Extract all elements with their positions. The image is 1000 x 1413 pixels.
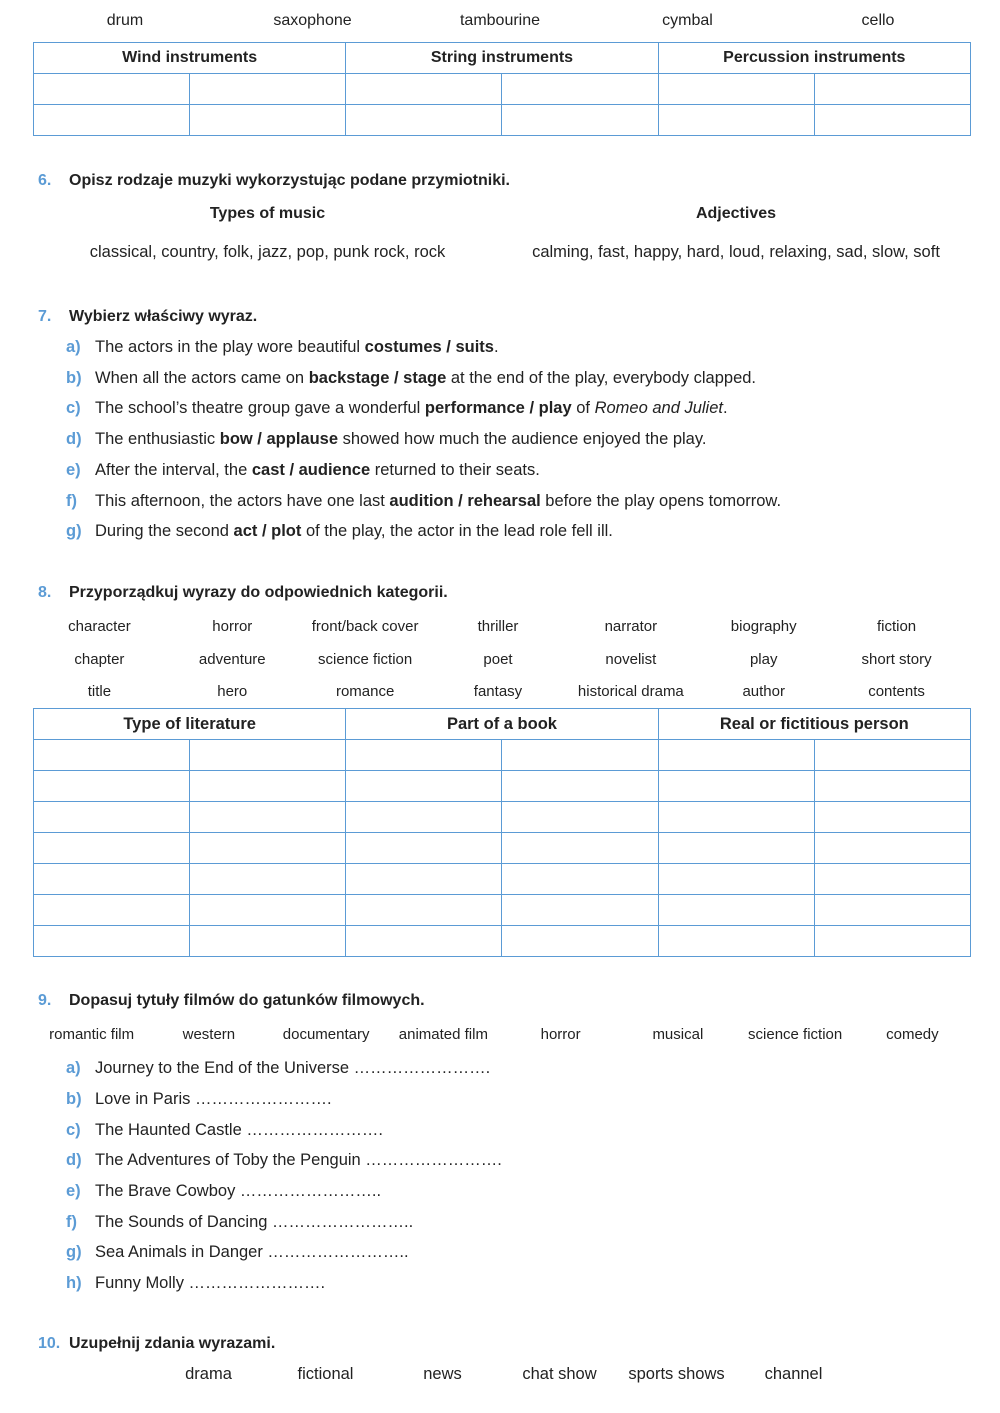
- film-title: The Haunted Castle …………………….: [95, 1121, 383, 1139]
- word-item: contents: [868, 683, 925, 700]
- answer-cell[interactable]: [814, 740, 970, 771]
- item-letter: c): [66, 399, 81, 417]
- choice-pair[interactable]: costumes / suits: [364, 338, 494, 356]
- instrument-word-bank: [30, 12, 976, 30]
- answer-cell[interactable]: [658, 833, 814, 864]
- word-item: fantasy: [473, 683, 523, 700]
- answer-cell[interactable]: [814, 833, 970, 864]
- item-letter: d): [66, 430, 82, 448]
- word-item: animated film: [398, 1026, 488, 1043]
- word-item: adventure: [198, 650, 266, 668]
- word-item: sports shows: [628, 1365, 725, 1383]
- answer-cell[interactable]: [658, 771, 814, 802]
- exercise-title: Dopasuj tytuły filmów do gatunków filmowych.: [69, 992, 425, 1009]
- word-item: drama: [185, 1365, 232, 1383]
- word-item: science fiction: [318, 650, 413, 668]
- answer-cell[interactable]: [502, 833, 658, 864]
- choice-pair[interactable]: bow / applause: [219, 430, 339, 448]
- ex9-item[interactable]: [66, 1182, 381, 1201]
- answer-cell[interactable]: [190, 864, 346, 895]
- word-item: channel: [764, 1365, 823, 1383]
- answer-cell[interactable]: [658, 105, 814, 136]
- answer-cell[interactable]: [34, 802, 190, 833]
- answer-cell[interactable]: [658, 740, 814, 771]
- answer-cell[interactable]: [190, 895, 346, 926]
- exercise-title: Wybierz właściwy wyraz.: [69, 308, 258, 325]
- table-header: Wind instruments: [34, 43, 346, 74]
- word-item: novelist: [605, 650, 657, 668]
- answer-cell[interactable]: [502, 895, 658, 926]
- word-item: thriller: [477, 618, 519, 635]
- item-letter: b): [66, 1090, 82, 1108]
- answer-cell[interactable]: [190, 740, 346, 771]
- item-letter: e): [66, 1182, 81, 1200]
- choice-pair[interactable]: cast / audience: [251, 461, 371, 479]
- answer-cell[interactable]: [190, 833, 346, 864]
- answer-cell[interactable]: [346, 771, 502, 802]
- answer-cell[interactable]: [34, 105, 190, 136]
- ex7-item: c) The school’s theatre group gave a wonderful performance / play of Romeo and Juliet.: [66, 399, 728, 417]
- film-title: Funny Molly …………………….: [95, 1274, 326, 1292]
- word-item: cymbal: [662, 12, 713, 29]
- word-item: author: [742, 683, 785, 700]
- answer-cell[interactable]: [814, 771, 970, 802]
- word-item: saxophone: [273, 12, 352, 29]
- word-item: romantic film: [49, 1026, 135, 1043]
- ex9-item[interactable]: [66, 1121, 383, 1140]
- answer-cell[interactable]: [346, 802, 502, 833]
- ex7-item: e) After the interval, the cast / audience returned to their seats.: [66, 461, 540, 479]
- answer-cell[interactable]: [190, 771, 346, 802]
- answer-cell[interactable]: [34, 864, 190, 895]
- answer-cell[interactable]: [814, 926, 970, 957]
- answer-cell[interactable]: [502, 802, 658, 833]
- ex9-item[interactable]: [66, 1090, 332, 1109]
- answer-cell[interactable]: [34, 895, 190, 926]
- exercise-number: 7.: [38, 308, 52, 325]
- word-item: fictional: [297, 1365, 354, 1383]
- answer-cell[interactable]: [814, 802, 970, 833]
- ex7-item: d) The enthusiastic bow / applause showed how much the audience enjoyed the play.: [66, 430, 707, 448]
- word-item: horror: [212, 618, 253, 635]
- literature-table: [33, 708, 971, 957]
- item-letter: f): [66, 492, 77, 510]
- word-item: chat show: [522, 1365, 597, 1383]
- word-item: hero: [217, 683, 248, 700]
- item-letter: e): [66, 461, 81, 479]
- answer-cell[interactable]: [814, 74, 970, 105]
- answer-cell[interactable]: [34, 771, 190, 802]
- answer-cell[interactable]: [346, 105, 502, 136]
- item-letter: h): [66, 1274, 82, 1292]
- word-item: western: [182, 1026, 236, 1043]
- word-item: historical drama: [577, 683, 684, 700]
- answer-cell[interactable]: [34, 740, 190, 771]
- item-letter: b): [66, 369, 82, 387]
- literature-word-bank: [33, 617, 963, 715]
- film-title: The Adventures of Toby the Penguin …………………….: [95, 1151, 502, 1169]
- word-item: cello: [861, 12, 895, 29]
- answer-cell[interactable]: [814, 105, 970, 136]
- item-letter: d): [66, 1151, 82, 1169]
- answer-cell[interactable]: [190, 74, 346, 105]
- table-header: String instruments: [346, 43, 658, 74]
- table-header: Part of a book: [346, 709, 658, 740]
- word-item: science fiction: [748, 1026, 843, 1043]
- item-letter: g): [66, 1243, 82, 1261]
- word-item: poet: [483, 650, 513, 668]
- choice-pair[interactable]: performance / play: [424, 399, 572, 417]
- answer-cell[interactable]: [502, 105, 658, 136]
- item-letter: g): [66, 522, 82, 540]
- ex7-item: a) The actors in the play wore beautiful costumes / suits.: [66, 338, 499, 356]
- answer-cell[interactable]: [190, 802, 346, 833]
- item-letter: a): [66, 1059, 81, 1077]
- answer-cell[interactable]: [502, 74, 658, 105]
- table-header: Type of literature: [34, 709, 346, 740]
- answer-cell[interactable]: [346, 895, 502, 926]
- answer-cell[interactable]: [346, 864, 502, 895]
- item-letter: c): [66, 1121, 81, 1139]
- answer-cell[interactable]: [502, 771, 658, 802]
- adjectives-heading: Adjectives: [695, 205, 777, 222]
- word-item: fiction: [876, 618, 917, 635]
- film-title: Journey to the End of the Universe …………………….: [95, 1059, 491, 1077]
- answer-cell[interactable]: [34, 74, 190, 105]
- exercise-title: Uzupełnij zdania wyrazami.: [69, 1335, 276, 1352]
- ex7-item: g) During the second act / plot of the play, the actor in the lead role fell ill.: [66, 522, 613, 540]
- film-title: The Sounds of Dancing ……………………..: [95, 1213, 414, 1231]
- ex9-item[interactable]: [66, 1213, 413, 1232]
- answer-cell[interactable]: [346, 740, 502, 771]
- exercise-number: 6.: [38, 172, 52, 189]
- word-item: chapter: [74, 650, 125, 668]
- film-genre-bank: [33, 1026, 971, 1043]
- choice-pair[interactable]: audition / rehearsal: [389, 492, 541, 510]
- ex7-item: b) When all the actors came on backstage / stage at the end of the play, everybody clapped.: [66, 369, 757, 387]
- answer-cell[interactable]: [502, 926, 658, 957]
- exercise-number: 10.: [38, 1335, 61, 1352]
- item-letter: f): [66, 1213, 77, 1231]
- ex9-item[interactable]: [66, 1243, 409, 1262]
- answer-cell[interactable]: [502, 740, 658, 771]
- answer-cell[interactable]: [658, 926, 814, 957]
- ex7-item: f) This afternoon, the actors have one last audition / rehearsal before the play opens tomorrow.: [66, 492, 782, 510]
- answer-cell[interactable]: [190, 926, 346, 957]
- exercise-title: Opisz rodzaje muzyki wykorzystując podane przymiotniki.: [69, 172, 510, 189]
- word-item: tambourine: [459, 12, 541, 29]
- answer-cell[interactable]: [34, 833, 190, 864]
- ex9-item[interactable]: [66, 1059, 490, 1078]
- music-types-list: classical, country, folk, jazz, pop, punk rock, rock: [89, 243, 446, 261]
- answer-cell[interactable]: [190, 105, 346, 136]
- answer-cell[interactable]: [658, 802, 814, 833]
- ex9-item[interactable]: [66, 1151, 502, 1170]
- table-header: Percussion instruments: [658, 43, 970, 74]
- film-title: Sea Animals in Danger ……………………..: [95, 1243, 409, 1261]
- table-header: Real or fictitious person: [658, 709, 970, 740]
- answer-cell[interactable]: [346, 74, 502, 105]
- word-item: biography: [730, 618, 797, 635]
- word-item: character: [68, 618, 131, 635]
- adjectives-list: calming, fast, happy, hard, loud, relaxing, sad, slow, soft: [532, 243, 940, 261]
- word-item: romance: [335, 683, 395, 700]
- tv-word-bank: [150, 1365, 852, 1384]
- choice-pair[interactable]: act / plot: [233, 522, 302, 540]
- answer-cell[interactable]: [814, 895, 970, 926]
- choice-pair[interactable]: backstage / stage: [308, 369, 447, 387]
- answer-cell[interactable]: [658, 895, 814, 926]
- answer-cell[interactable]: [658, 74, 814, 105]
- exercise-number: 8.: [38, 584, 52, 601]
- exercise-number: 9.: [38, 992, 52, 1009]
- instrument-table: [33, 42, 971, 136]
- word-item: narrator: [604, 618, 658, 635]
- item-letter: a): [66, 338, 81, 356]
- answer-cell[interactable]: [814, 864, 970, 895]
- answer-cell[interactable]: [346, 833, 502, 864]
- word-item: news: [423, 1365, 462, 1383]
- word-item: title: [87, 683, 112, 700]
- ex9-item[interactable]: [66, 1274, 325, 1293]
- word-item: comedy: [886, 1026, 939, 1043]
- word-item: play: [749, 650, 778, 668]
- word-item: horror: [540, 1026, 581, 1043]
- word-item: musical: [652, 1026, 704, 1043]
- answer-cell[interactable]: [658, 864, 814, 895]
- answer-cell[interactable]: [34, 926, 190, 957]
- film-title: Love in Paris …………………….: [95, 1090, 332, 1108]
- word-item: short story: [861, 650, 932, 668]
- answer-cell[interactable]: [502, 864, 658, 895]
- answer-cell[interactable]: [346, 926, 502, 957]
- music-types-heading: Types of music: [209, 205, 326, 222]
- word-item: front/back cover: [311, 618, 419, 635]
- exercise-title: Przyporządkuj wyrazy do odpowiednich kategorii.: [69, 584, 448, 601]
- word-item: documentary: [282, 1026, 370, 1043]
- word-item: drum: [106, 12, 144, 29]
- film-title: The Brave Cowboy ……………………..: [95, 1182, 382, 1200]
